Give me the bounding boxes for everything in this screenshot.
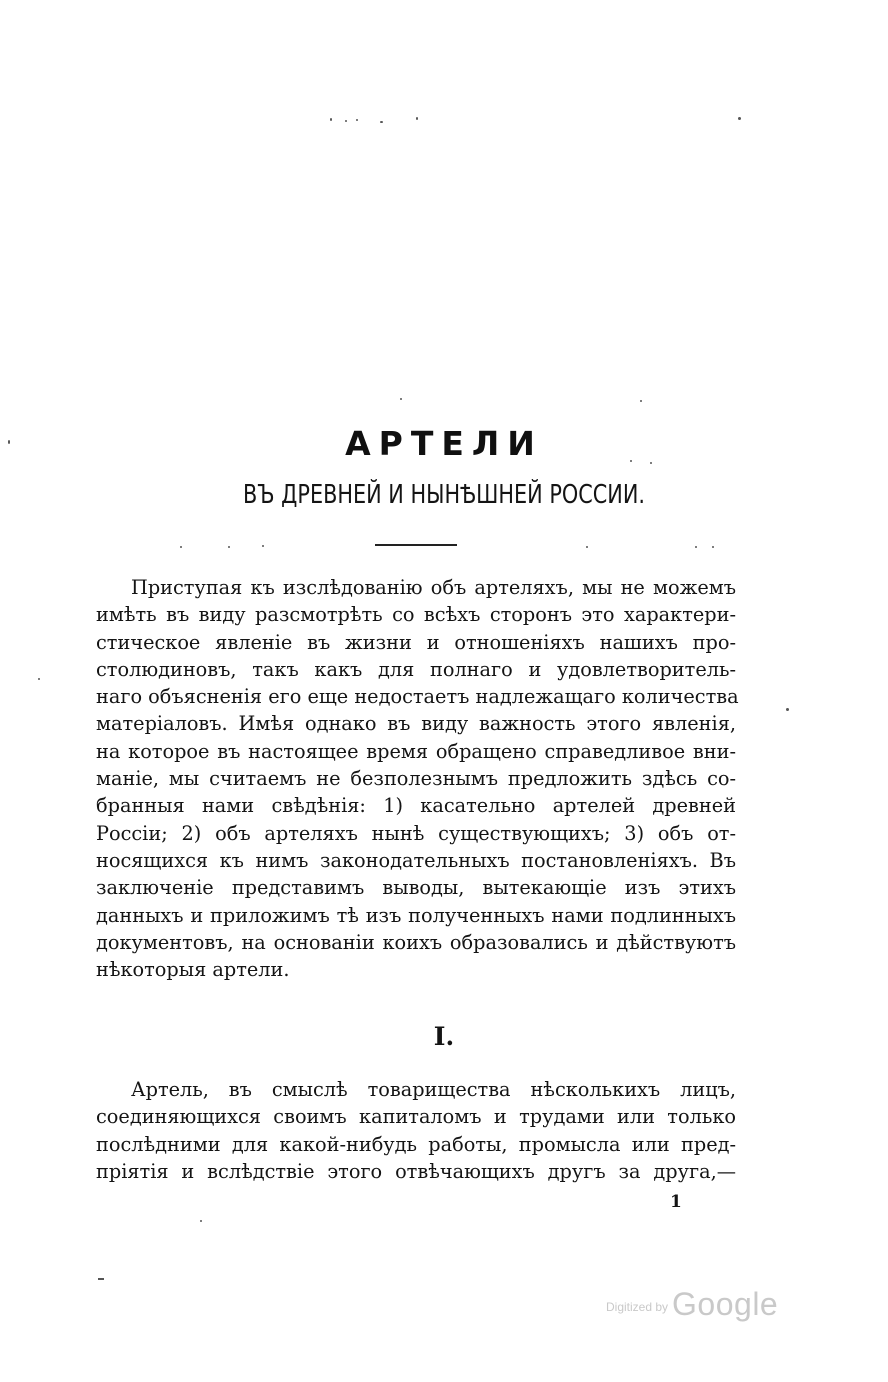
scan-speck	[98, 1278, 104, 1280]
text-line: бранныя нами свѣдѣнія: 1) касательно артелей древней	[96, 794, 736, 818]
scan-speck	[38, 678, 40, 680]
text-line: документовъ, на основаніи коихъ образовались и дѣйствуютъ	[96, 930, 736, 954]
text-line: Россіи; 2) объ артеляхъ нынѣ существующихъ; 3) объ от-	[96, 821, 736, 845]
scan-speck	[416, 117, 418, 120]
page-number: 1	[670, 1192, 682, 1212]
text-line: соединяющихся своимъ капиталомъ и трудами или только	[96, 1105, 736, 1129]
text-line: Артель, въ смыслѣ товарищества нѣсколькихъ лицъ,	[131, 1078, 736, 1101]
scan-speck	[586, 546, 588, 548]
scan-speck	[262, 545, 264, 547]
scan-speck	[330, 118, 332, 121]
text-line: послѣдними для какой-нибудь работы, промысла или пред-	[96, 1132, 736, 1156]
text-line: данныхъ и приложимъ тѣ изъ полученныхъ нами подлинныхъ	[96, 903, 736, 927]
google-logo: Google	[672, 1286, 779, 1322]
scan-speck	[738, 117, 741, 120]
scan-speck	[640, 400, 642, 402]
scan-speck	[180, 546, 182, 548]
scan-speck	[345, 120, 347, 122]
text-line: наго объясненія его еще недостаетъ надлежащаго количества	[96, 685, 739, 709]
text-line: пріятія и вслѣдствіе этого отвѣчающихъ другъ за друга,—	[96, 1159, 736, 1183]
digitized-watermark	[606, 1286, 778, 1323]
text-line: на которое въ настоящее время обращено справедливое вни-	[96, 739, 736, 763]
text-line: стическое явленіе въ жизни и отношеніяхъ нашихъ про-	[96, 630, 736, 654]
scan-speck	[200, 1220, 202, 1222]
text-line: заключеніе представимъ выводы, вытекающіе изъ этихъ	[96, 876, 736, 900]
watermark-prefix: Digitized by	[606, 1300, 669, 1314]
title-divider	[375, 544, 457, 546]
section-heading: I.	[433, 1022, 455, 1051]
scan-speck	[786, 708, 789, 711]
scan-speck	[712, 546, 714, 548]
scan-speck	[356, 119, 358, 121]
scan-speck	[228, 546, 230, 548]
text-line: носящихся къ нимъ законодательныхъ постановленіяхъ. Въ	[96, 848, 736, 872]
scan-speck	[695, 546, 697, 548]
scan-speck	[400, 398, 402, 400]
intro-paragraph	[96, 574, 739, 983]
text-line: маніе, мы считаемъ не безполезнымъ предложить здѣсь со-	[96, 767, 736, 791]
text-line: матеріаловъ. Имѣя однако въ виду важность этого явленія,	[96, 712, 736, 736]
text-line: Приступая къ изслѣдованію объ артеляхъ, мы не можемъ	[131, 576, 736, 599]
page-title: АРТЕЛИ	[345, 424, 543, 463]
text-line: имѣть въ виду разсмотрѣть со всѣхъ сторонъ это характери-	[96, 603, 736, 627]
text-line: столюдиновъ, такъ какъ для полнаго и удовлетворитель-	[96, 657, 736, 681]
text-line: нѣкоторыя артели.	[96, 958, 290, 982]
scan-speck	[380, 121, 383, 123]
section-paragraph	[96, 1076, 736, 1185]
page-subtitle: ВЪ ДРЕВНЕЙ И НЫНѢШНЕЙ РОССИИ.	[242, 480, 646, 510]
